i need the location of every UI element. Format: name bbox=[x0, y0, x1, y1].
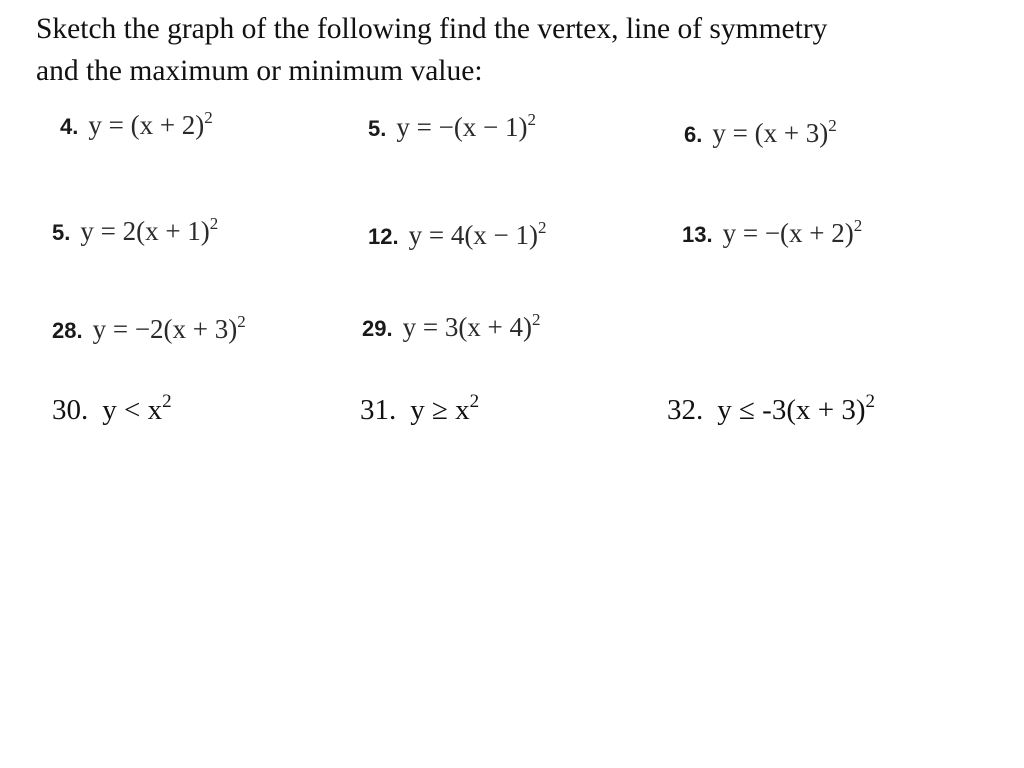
problem-number: 30. bbox=[52, 394, 89, 426]
problem-equation: $y = 3(x + 4)^2$ bbox=[402, 310, 541, 342]
problem-6 bbox=[684, 118, 837, 149]
problem-4 bbox=[60, 110, 213, 141]
instructions-line-1: Sketch the graph of the following find the vertex, line of symmetry bbox=[36, 13, 828, 45]
problem-inequality: $y < x^2$ bbox=[102, 391, 172, 426]
problem-number: 13. bbox=[682, 222, 713, 247]
problem-30 bbox=[52, 391, 172, 427]
problem-number: 29. bbox=[362, 316, 393, 341]
problem-28 bbox=[52, 314, 246, 345]
instructions-line-2: and the maximum or minimum value: bbox=[36, 55, 483, 87]
problem-inequality: $y \le -3(x + 3)^2$ bbox=[717, 391, 875, 426]
problem-32 bbox=[667, 391, 875, 427]
problem-5b bbox=[52, 216, 218, 247]
problem-13 bbox=[682, 218, 862, 249]
problem-number: 4. bbox=[60, 114, 79, 139]
problem-equation: $y = -(x + 2)^2$ bbox=[722, 216, 863, 248]
instructions-heading bbox=[36, 8, 996, 92]
problem-5a bbox=[368, 112, 536, 143]
problem-31 bbox=[360, 391, 480, 427]
problem-number: 31. bbox=[360, 394, 397, 426]
problem-inequality: $y \ge x^2$ bbox=[410, 391, 480, 426]
problem-number: 5. bbox=[368, 116, 387, 141]
problem-equation: $y = 2(x + 1)^2$ bbox=[80, 214, 219, 246]
problem-number: 12. bbox=[368, 224, 399, 249]
problem-number: 32. bbox=[667, 394, 704, 426]
problem-equation: $y = -(x - 1)^2$ bbox=[396, 110, 537, 142]
problem-equation: $y = (x + 3)^2$ bbox=[712, 116, 837, 148]
problem-12 bbox=[368, 220, 547, 251]
problem-number: 5. bbox=[52, 220, 71, 245]
problem-number: 28. bbox=[52, 318, 83, 343]
problem-equation: $y = (x + 2)^2$ bbox=[88, 108, 213, 140]
problem-equation: $y = 4(x - 1)^2$ bbox=[408, 218, 547, 250]
problem-number: 6. bbox=[684, 122, 703, 147]
problem-equation: $y = -2(x + 3)^2$ bbox=[92, 312, 246, 344]
problem-29 bbox=[362, 312, 541, 343]
